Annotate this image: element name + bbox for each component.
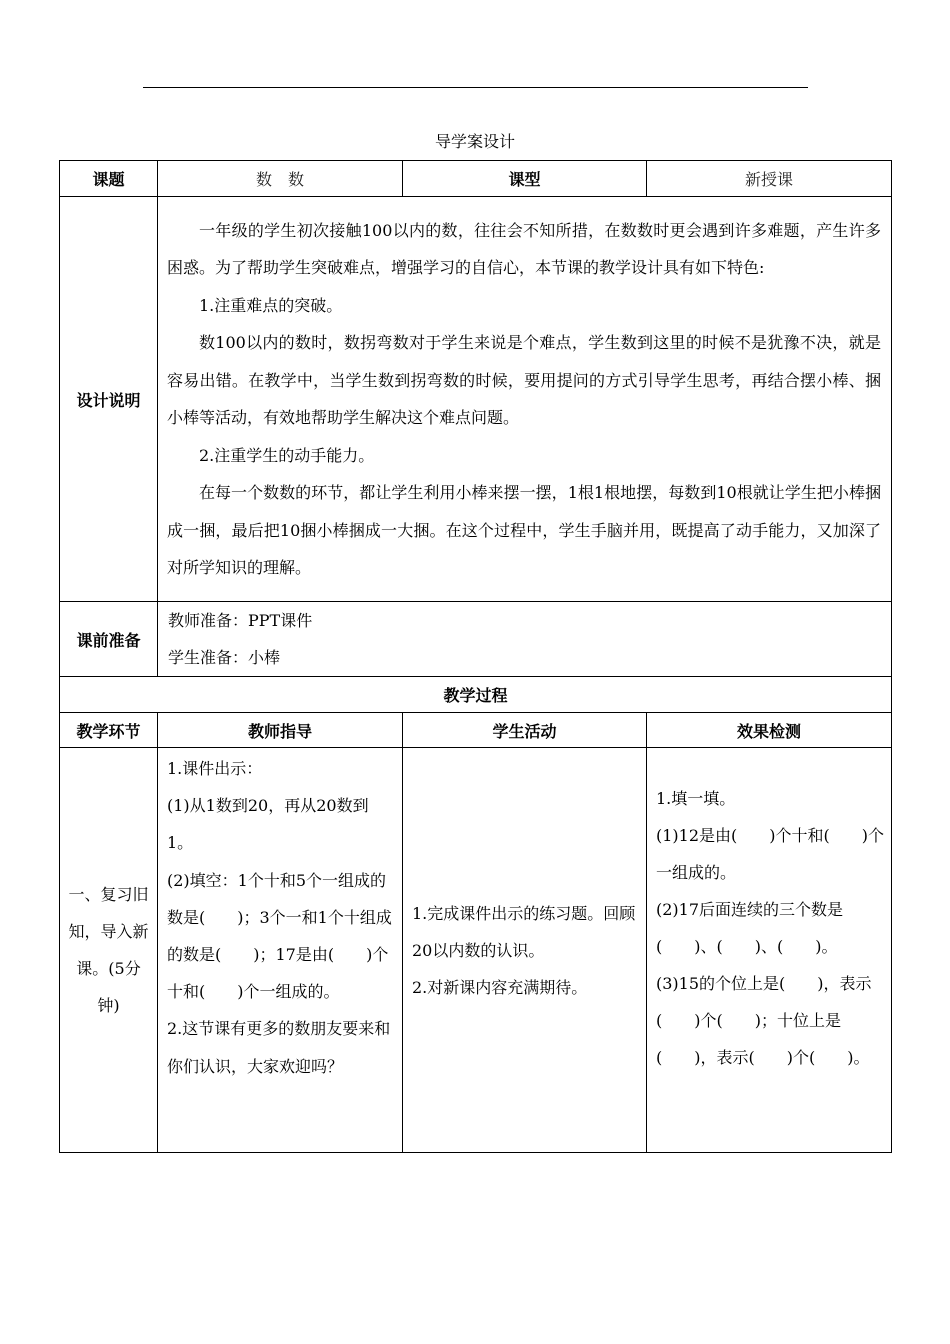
effect-check-item: 1.填一填。 <box>656 789 736 808</box>
design-paragraph: 在每一个数数的环节，都让学生利用小棒来摆一摆，1根1根地摆，每数到10根就让学生把小棒捆成一捆，最后把10捆小棒捆成一大捆。在这个过程中，学生手脑并用，既提高了动手能力，又加深了对所学知识的理解。 <box>167 483 881 577</box>
teacher-preparation: 教师准备：PPT课件 <box>168 611 313 630</box>
student-activity-cell <box>403 748 647 1153</box>
type-value: 新授课 <box>647 161 892 197</box>
column-header-stage: 教学环节 <box>60 713 158 748</box>
topic-label: 课题 <box>60 161 158 197</box>
teacher-guidance-item: 2.这节课有更多的数朋友要来和你们认识，大家欢迎吗？ <box>167 1019 391 1076</box>
process-title: 教学过程 <box>60 677 892 713</box>
topic-row <box>60 161 892 197</box>
column-header-teacher: 教师指导 <box>158 713 403 748</box>
design-label: 设计说明 <box>60 197 158 602</box>
design-row <box>60 197 892 602</box>
teacher-guidance-item: (1)从1数到20，再从20数到1。 <box>167 796 369 853</box>
preparation-label: 课前准备 <box>60 602 158 677</box>
teacher-guidance-cell <box>158 748 403 1153</box>
process-row <box>60 748 892 1153</box>
design-paragraph: 一年级的学生初次接触100以内的数，往往会不知所措，在数数时更会遇到许多难题，产生许多困惑。为了帮助学生突破难点，增强学习的自信心，本节课的教学设计具有如下特色: <box>167 220 881 277</box>
process-title-row <box>60 677 892 713</box>
effect-check-item: (1)12是由( )个十和( )个一组成的。 <box>656 826 884 882</box>
design-paragraph: 2.注重学生的动手能力。 <box>199 445 375 465</box>
preparation-row <box>60 602 892 677</box>
student-activity-item: 1.完成课件出示的练习题。回顾20以内数的认识。 <box>412 903 636 960</box>
topic-value: 数 数 <box>158 161 403 197</box>
preparation-content <box>158 602 892 677</box>
teacher-guidance-item: 1.课件出示： <box>167 759 263 778</box>
teacher-guidance-item: (2)填空：1个十和5个一组成的数是( )；3个一和1个十组成的数是( )；17是由( )个十和( )个一组成的。 <box>167 870 392 1002</box>
process-header-row <box>60 713 892 748</box>
student-preparation: 学生准备：小棒 <box>168 648 281 667</box>
header-rule <box>143 87 808 88</box>
column-header-check: 效果检测 <box>647 713 892 748</box>
effect-check-item: (3)15的个位上是( )，表示( )个( )；十位上是( )，表示( )个( )。 <box>656 974 872 1067</box>
student-activity-item: 2.对新课内容充满期待。 <box>412 977 588 997</box>
design-description <box>158 197 892 602</box>
design-paragraph: 数100以内的数时，数拐弯数对于学生来说是个难点，学生数到这里的时候不是犹豫不决，就是容易出错。在教学中，当学生数到拐弯数的时候，要用提问的方式引导学生思考，再结合摆小棒、捆小棒等活动，有效地帮助学生解决这个难点问题。 <box>167 333 881 427</box>
stage-cell: 一、复习旧知，导入新课。(5分钟) <box>60 748 158 1153</box>
lesson-plan-table <box>59 160 892 1153</box>
design-paragraph: 1.注重难点的突破。 <box>199 295 343 315</box>
type-label: 课型 <box>403 161 647 197</box>
document-title: 导学案设计 <box>434 132 515 151</box>
effect-check-item: (2)17后面连续的三个数是( )、( )、( )。 <box>656 900 844 956</box>
column-header-student: 学生活动 <box>403 713 647 748</box>
effect-check-cell <box>647 748 892 1153</box>
